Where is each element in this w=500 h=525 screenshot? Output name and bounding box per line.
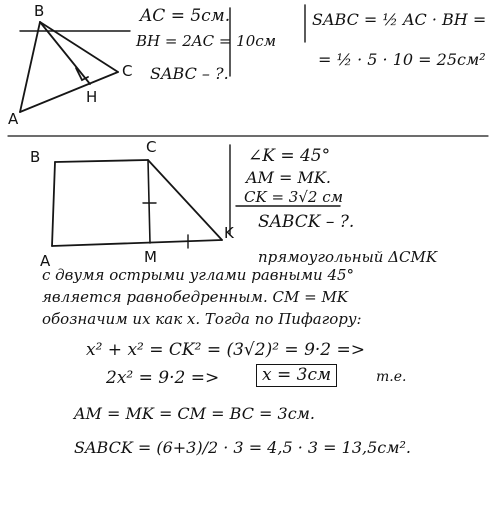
solution-1-line-2: = ½ · 5 · 10 = 25см²	[318, 50, 486, 69]
given-angle-k: ∠K = 45°	[248, 146, 331, 166]
solution-2-text-1: прямоугольный ΔCMK	[258, 248, 438, 266]
solution-2-text-4: обозначим их как x. Тогда по Пифагору:	[42, 310, 362, 328]
vertex-label-b: B	[34, 2, 45, 20]
boxed-answer-x: x = 3см	[256, 364, 337, 387]
find-area-1: SABC – ?.	[150, 64, 229, 83]
vertex-label-c2: C	[146, 138, 157, 156]
vertex-label-m: M	[144, 248, 157, 266]
triangle-abc	[20, 22, 118, 112]
height-cm	[148, 160, 150, 243]
solution-2-text-2: с двумя острыми углами равными 45°	[42, 266, 355, 284]
solution-1-line-1: SABC = ½ AC · BH =	[312, 10, 487, 29]
vertex-label-h: H	[86, 88, 98, 106]
given-ck: CK = 3√2 см	[244, 188, 344, 206]
equation-pythagoras: x² + x² = CK² = (3√2)² = 9·2 =>	[86, 340, 366, 360]
given-bh: BH = 2AC = 10см	[136, 32, 277, 50]
given-ac: AC = 5см.	[140, 6, 231, 26]
find-area-2: SABCK – ?.	[258, 212, 355, 232]
vertex-label-a: A	[8, 110, 19, 128]
solution-2-text-3: является равнобедренным. CM = MK	[42, 288, 349, 306]
trapezoid-abck	[52, 160, 222, 246]
vertex-label-c: C	[122, 62, 133, 80]
given-am-mk: AM = MK.	[246, 168, 331, 187]
vertex-label-b2: B	[30, 148, 41, 166]
equation-2x2: 2x² = 9·2 =>	[106, 368, 220, 388]
equation-area: SABCK = (6+3)/2 · 3 = 4,5 · 3 = 13,5см².	[74, 438, 411, 457]
vertex-label-a2: A	[40, 252, 51, 270]
vertex-label-k: K	[224, 224, 234, 242]
equation-equal-sides: AM = MK = CM = BC = 3см.	[74, 404, 315, 423]
equation-tail: т.е.	[376, 369, 407, 385]
